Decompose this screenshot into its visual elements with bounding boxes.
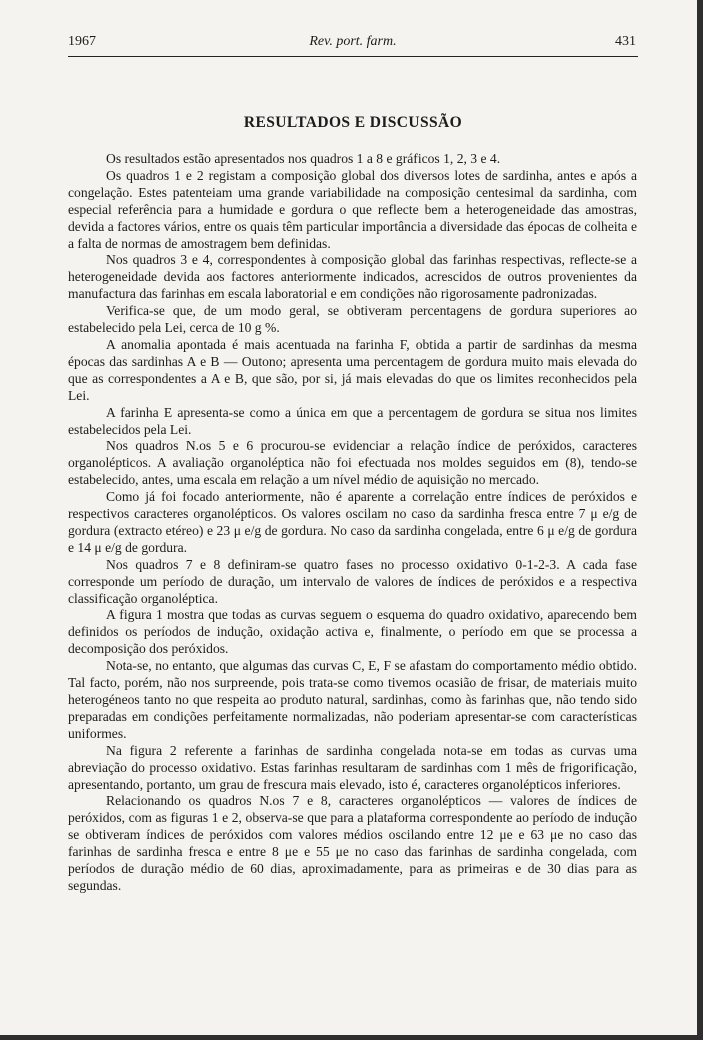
paragraph: Os resultados estão apresentados nos quadros 1 a 8 e gráficos 1, 2, 3 e 4. bbox=[106, 151, 501, 166]
paragraph: Nos quadros 7 e 8 definiram-se quatro fases no processo oxidativo 0-1-2-3. A cada fase corresponde um período de duração, um intervalo de valores de índices de peróxidos e a respectiva classificação organoléptica. bbox=[68, 556, 637, 606]
paragraph: Verifica-se que, de um modo geral, se obtiveram percentagens de gordura superiores ao estabelecido pela Lei, cerca de 10 g %. bbox=[68, 303, 637, 336]
header-page-number: 431 bbox=[615, 34, 636, 49]
paragraph: A anomalia apontada é mais acentuada na farinha F, obtida a partir de sardinhas da mesma épocas das sardinhas A e B — Outono; apresenta uma percentagem de gordura muito mais elevada do que as correspondentes a A e B, que são, por si, já mais elevadas do que os limites reconhecidos pela Lei. bbox=[68, 336, 637, 403]
paragraph: Nos quadros N.os 5 e 6 procurou-se evidenciar a relação índice de peróxidos, caracteres organolépticos. A avaliação organoléptica não foi efectuada nos moldes seguidos em (8), tendo-se estabelecido, antes, uma escala em relação a um nível médio de aquisição no mercado. bbox=[68, 438, 637, 488]
paragraph: A farinha E apresenta-se como a única em que a percentagem de gordura se situa nos limites estabelecidos pela Lei. bbox=[68, 404, 637, 437]
paragraph: Como já foi focado anteriormente, não é aparente a correlação entre índices de peróxidos e respectivos caracteres organolépticos. Os valores oscilam no caso da sardinha fresca entre 7 μ e/g de gordura (extracto etéreo) e 23 μ e/g de gordura. No caso da sardinha congelada, entre 6 μ e/g de gordura e 14 μ e/g de gordura. bbox=[68, 489, 637, 555]
paragraph: Nos quadros 3 e 4, correspondentes à composição global das farinhas respectivas, reflecte-se a heterogeneidade devida aos factores anteriormente indicados, acrescidos de outros provenientes da manufactura das farinhas em escala laboratorial e em condições não rigorosamente padronizadas. bbox=[68, 252, 637, 302]
paragraph: Relacionando os quadros N.os 7 e 8, caracteres organolépticos — valores de índices de peróxidos, com as figuras 1 e 2, observa-se que para a plataforma correspondente ao período de indução se obtiveram índices de peróxidos com valores médios oscilando entre 12 μe e 63 μe no caso das farinhas de sardinha fresca e entre 8 μe e 55 μe no caso das farinhas de sardinha congelada, com períodos de duração médio de 60 dias, aproximadamente, para as primeiras e de 30 dias para as segundas. bbox=[68, 793, 637, 893]
header-year: 1967 bbox=[68, 34, 96, 49]
running-header bbox=[68, 34, 638, 57]
section-title: RESULTADOS E DISCUSSÃO bbox=[243, 114, 463, 131]
header-journal-title: Rev. port. farm. bbox=[309, 34, 397, 49]
paragraph: Na figura 2 referente a farinhas de sardinha congelada nota-se em todas as curvas uma abreviação do processo oxidativo. Estas farinhas resultaram de sardinhas com 1 mês de frigorificação, apresentando, portanto, um grau de frescura mais elevado, isto é, caracteres organolépticos inferiores. bbox=[68, 742, 637, 792]
body-text bbox=[68, 151, 637, 895]
paragraph: A figura 1 mostra que todas as curvas seguem o esquema do quadro oxidativo, aparecendo bem definidos os períodos de indução, oxidação activa e, finalmente, o período em que se processa a decomposição dos peróxidos. bbox=[68, 607, 637, 657]
paragraph: Os quadros 1 e 2 registam a composição global dos diversos lotes de sardinha, antes e após a congelação. Estes patenteiam uma grande variabilidade na composição centesimal da sardinha, com especial referência para a humidade e gordura o que reflecte bem a heterogeneidade das amostras, devida a factores vários, entre os quais têm particular importância a diversidade das épocas de colheita e a falta de normas de amostragem bem definidas. bbox=[68, 167, 637, 251]
paragraph: Nota-se, no entanto, que algumas das curvas C, E, F se afastam do comportamento médio obtido. Tal facto, porém, não nos surpreende, pois trata-se como tivemos ocasião de frisar, de materiais muito heterogéneos tanto no que respeita ao produto natural, sardinhas, como às farinhas que, não tendo sido preparadas em condições perfeitamente normalizadas, não poderiam apresentar-se com características uniformes. bbox=[68, 658, 637, 741]
